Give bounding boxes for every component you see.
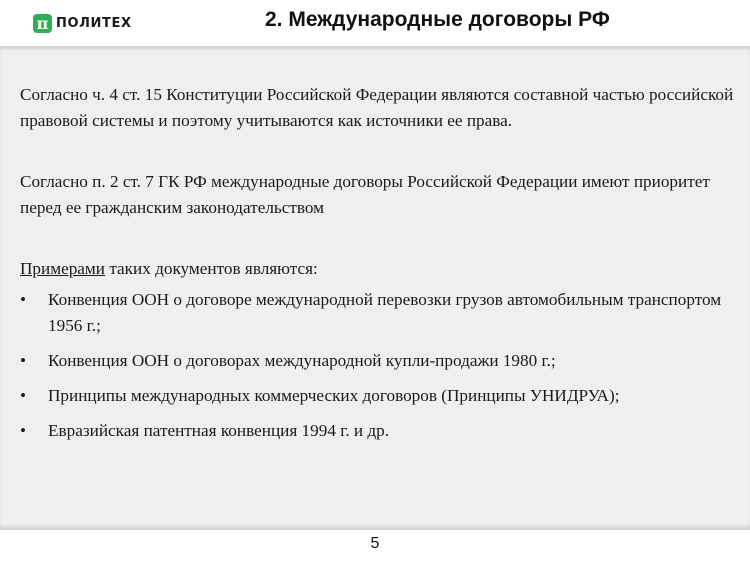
slide-title: 2. Международные договоры РФ [265, 8, 610, 31]
list-item-text: Конвенция ООН о договорах международной купли-продажи 1980 г.; [48, 351, 556, 370]
examples-intro-rest: таких документов являются: [105, 259, 318, 278]
slide-header [0, 0, 750, 46]
list-item-text: Евразийская патентная конвенция 1994 г. и др. [48, 421, 390, 440]
bullet-icon: • [20, 351, 27, 370]
examples-list [20, 287, 735, 444]
polytech-logo [33, 13, 132, 33]
list-item [20, 287, 735, 339]
list-item [20, 383, 735, 409]
pi-logo-icon: π [33, 14, 52, 33]
examples-intro [20, 256, 735, 282]
page-number: 5 [370, 535, 380, 552]
list-item [20, 348, 735, 374]
slide-content [20, 82, 735, 453]
logo-text: ПОЛИТЕХ [56, 15, 132, 31]
list-item [20, 418, 735, 444]
bullet-icon: • [20, 421, 27, 440]
examples-intro-underlined: Примерами [20, 259, 106, 278]
paragraph-constitution: Согласно ч. 4 ст. 15 Конституции Российской Федерации являются составной частью российской правовой системы и поэтому учитываются как источники ее права. [20, 85, 734, 130]
list-item-text: Принципы международных коммерческих договоров (Принципы УНИДРУА); [48, 386, 620, 405]
paragraph-civil-code: Согласно п. 2 ст. 7 ГК РФ международные договоры Российской Федерации имеют приоритет перед ее гражданским законодательством [20, 172, 710, 217]
bullet-icon: • [20, 386, 27, 405]
bullet-icon: • [20, 290, 27, 309]
list-item-text: Конвенция ООН о договоре международной перевозки грузов автомобильным транспортом 1956 г.; [48, 290, 722, 335]
